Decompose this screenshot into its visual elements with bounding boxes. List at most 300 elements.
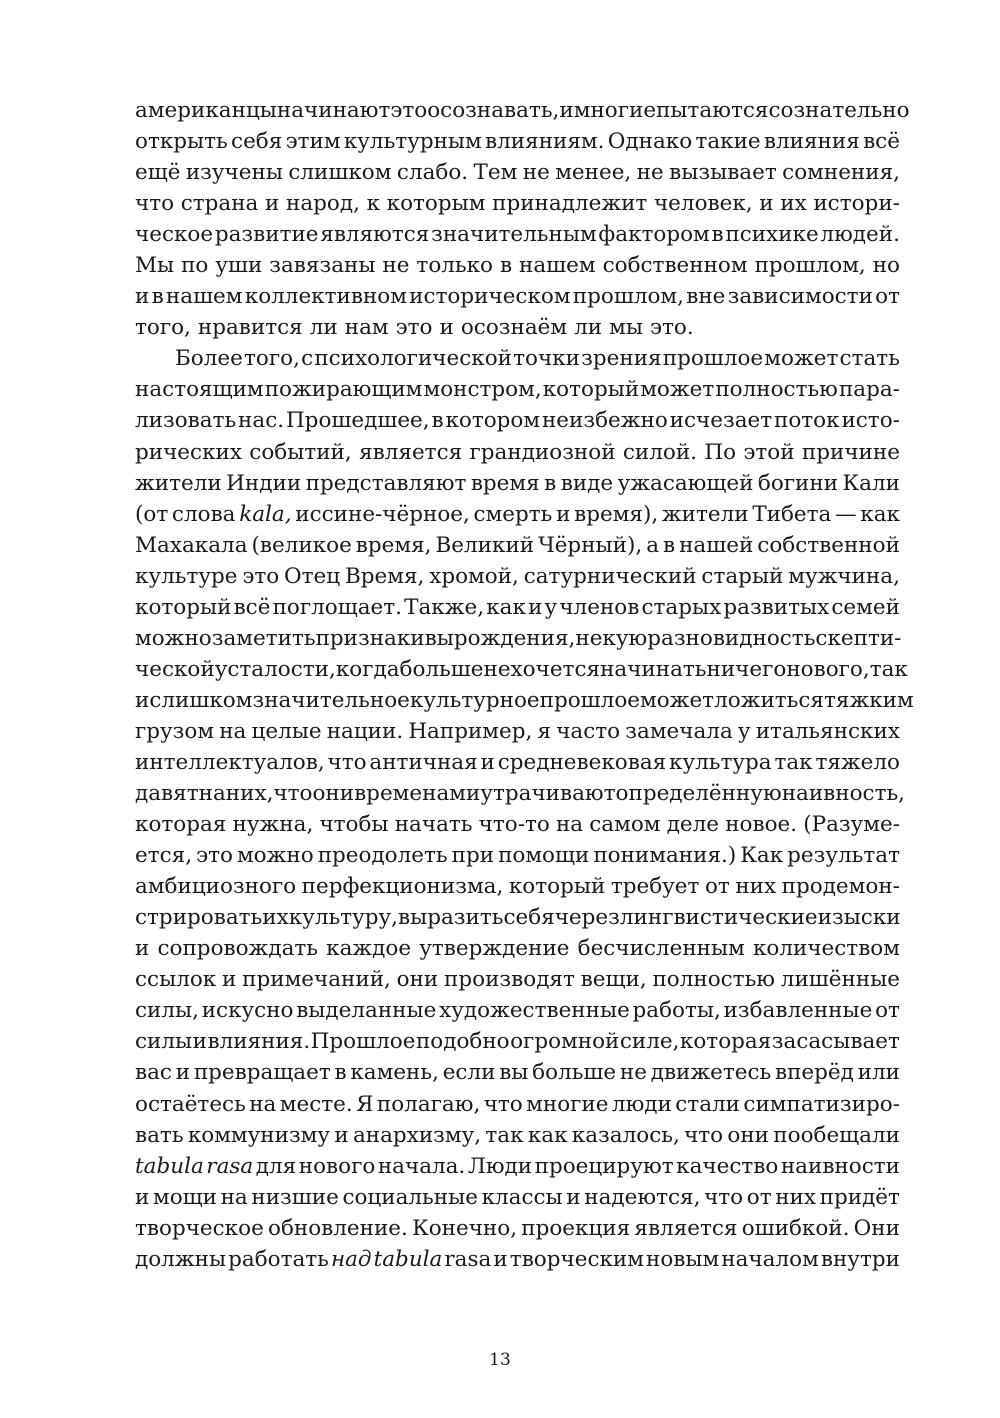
word: наивность, [781,781,906,807]
word: вне [686,284,726,310]
word: старых [641,594,722,620]
word: и [559,98,574,123]
word: через [554,905,620,931]
text-line [135,1089,900,1120]
word: силы [135,1029,193,1055]
word: того, [244,346,300,372]
text-line [135,716,900,747]
word: виде [560,470,614,496]
word: изыски [817,905,901,931]
word: итальянских [755,718,900,744]
word: изучены [185,160,283,186]
word: симпатизиро- [743,1091,900,1117]
word: на [198,781,226,807]
word: настоящим [135,377,264,403]
word: поток [774,408,840,434]
text-line [135,219,900,250]
word: низшие [251,1184,339,1210]
word: фактором [598,222,710,248]
word: лишённые [780,967,900,993]
word: членов [559,594,640,620]
word: выделанные [296,998,437,1024]
word: может [764,346,839,372]
text-line [135,530,900,561]
word: Они [853,1215,900,1241]
word: и [493,1246,508,1272]
word: пообещали [773,1122,900,1148]
word: прошлом, [572,284,684,310]
word: огромной [510,1029,620,1055]
word: начать [394,812,473,838]
word: завязаны [269,253,376,279]
word: полагаю, [376,1091,481,1117]
word: месте. [279,1091,353,1117]
word: социальные [342,1184,478,1210]
word: неизбежно [541,408,668,434]
word: принадлежит [492,191,648,217]
word: всё [233,594,271,620]
word: ется, [135,843,193,869]
word: нашем [165,284,243,310]
word: них [775,1184,817,1210]
text-line [135,840,900,871]
word: прошлое [662,346,764,372]
word: казалось, [571,1122,680,1148]
word: работы, [632,998,721,1024]
word: вперёд [775,1060,854,1086]
word: работать [228,1246,329,1272]
word: собственном [602,253,748,279]
word: интеллектуалов, [135,749,325,775]
word: классы [481,1184,563,1210]
word: проекция [521,1215,631,1241]
word: от [704,874,730,900]
word: или [857,1060,900,1086]
word: жители [661,501,749,527]
word: тяжело [815,749,900,775]
word: которая [679,1029,772,1055]
word: творческое [135,1215,264,1241]
word: в [544,470,557,496]
word: на [220,1184,248,1210]
word: тяжким [824,687,914,713]
word: не [619,1060,647,1086]
word: того, [135,315,191,341]
word: слишком [149,687,253,713]
word: если [442,1060,496,1086]
word: не [382,253,410,279]
word: так [485,1122,524,1148]
word: Более [175,346,243,372]
word: событий, [249,439,352,465]
word: начала. [377,1153,466,1179]
word: который [542,377,640,403]
word: как [527,1122,568,1148]
word: по [181,253,209,279]
word: не [522,160,550,186]
word: новое. [725,812,798,838]
word: вать [135,1122,184,1148]
text-line [135,1057,900,1088]
word: культуру, [288,905,398,931]
word: Время, [344,563,425,589]
word: и [556,501,571,527]
word: в [334,1060,347,1086]
word: осознавать, [427,98,560,123]
word: на [555,812,584,838]
word: Например, [408,718,533,744]
word: в [663,532,676,558]
word: определённую [615,781,782,807]
word: Прошедшее, [285,408,430,434]
word: не [636,160,664,186]
word: не [483,656,511,682]
word: что [327,749,367,775]
text-line [135,809,900,840]
word: преодолеть [317,843,448,869]
word: (великое [251,532,352,558]
word: в [711,222,724,248]
word: является [634,1215,738,1241]
word: может [640,377,715,403]
word: которым [386,191,486,217]
text-line [135,995,900,1026]
word: вас [135,1060,172,1086]
word: причине [801,439,900,465]
text-line [135,1182,900,1213]
text-line [135,188,900,219]
word: нового, [786,656,870,682]
word: как [486,594,526,620]
word: чтобы [319,812,389,838]
word: и [566,1184,581,1210]
word: Конечно, [412,1215,518,1241]
word: нас. [238,408,285,434]
word: у [544,594,558,620]
word: к [366,191,381,217]
word: помощи [498,843,590,869]
word: от [875,998,900,1024]
word: можно [236,843,314,869]
word: собственной [757,532,900,558]
word: результат [787,843,900,869]
text-line [135,1213,900,1244]
word: и [192,1029,207,1055]
word: придёт [819,1184,900,1210]
word: каждое [326,936,412,962]
word: развитие [214,222,319,248]
text-line [135,1120,900,1151]
text-line [135,437,900,468]
word: античная [369,749,478,775]
word: нравится [197,315,303,341]
word: разновидность [647,625,816,651]
text-line [135,1151,900,1182]
word: что [704,1184,744,1210]
word: это. [649,315,694,341]
word: они [727,1122,770,1148]
word: вызывает [669,160,777,186]
word: сомнения, [782,160,900,186]
word: американцы [135,98,277,123]
word: вы [499,1060,529,1086]
text-line [135,871,900,902]
word: прошлое [539,687,640,713]
word: и [135,687,150,713]
word: а [646,532,660,558]
word: силы, [135,998,199,1024]
word: Прошлое [310,1029,416,1055]
word: амбициозного [135,874,297,900]
word: замечала [625,718,733,744]
word: производят [444,967,575,993]
word: и [759,191,774,217]
word: в [431,408,444,434]
word: нашем [519,253,596,279]
word: стрировать [135,905,263,931]
word: и [135,1184,150,1210]
word: внутри [820,1246,900,1272]
text-line [135,778,906,809]
word: нужна, [232,812,314,838]
word: и [222,967,237,993]
word: rasa [444,1246,492,1272]
word: в [499,253,513,279]
text-line [135,343,900,374]
word: и [135,284,150,310]
word: Как [740,843,784,869]
word: давят [135,781,199,807]
word: — [835,501,857,527]
word: но [872,253,900,279]
word: должны [135,1246,227,1272]
word: время, [355,532,432,558]
word: Чёрный), [538,532,643,558]
word: влияния. [207,1029,311,1055]
word: искусно [201,998,294,1024]
text-line [135,902,900,933]
word: который [508,874,606,900]
word: качество [676,1153,779,1179]
word: (от [135,501,169,527]
word: и [528,594,543,620]
word: которая [135,812,227,838]
word: целые [251,718,322,744]
word: начинать [600,656,707,682]
word: kala, [239,501,292,527]
word: развитых [723,594,830,620]
word: и [175,1060,191,1086]
word: ли [574,315,603,341]
word: утрачивают [480,781,616,807]
word: народ, [286,191,360,217]
word: Отец [284,563,341,589]
word: ссылок [135,967,217,993]
word: выразить [397,905,504,931]
word: стать [839,346,900,372]
word: некую [575,625,648,651]
word: хочется [510,656,601,682]
word: продемон- [781,874,900,900]
word: вырождения, [424,625,576,651]
word: подобно [415,1029,510,1055]
word: семей [831,594,900,620]
word: заметить [211,625,316,651]
word: Великий [435,532,535,558]
word: влияниям. [485,129,605,155]
word: они [312,781,355,807]
word: люди [611,1091,672,1117]
word: иссине-чёрное, [295,501,470,527]
text-line [135,281,900,312]
word: культуре [135,563,238,589]
word: рических [135,439,242,465]
word: их [262,905,289,931]
word: временами [354,781,481,807]
word: они [396,967,439,993]
word: этой [743,439,795,465]
word: себя [231,129,283,155]
word: tabula [135,1153,204,1179]
text-line [135,933,900,964]
word: их [780,191,807,217]
word: для [255,1153,297,1179]
word: от [746,1184,772,1210]
word: зависимости [727,284,873,310]
word: остаётесь [135,1091,246,1117]
word: это [395,315,433,341]
word: многие [573,98,657,123]
word: ничего [706,656,787,682]
text-line [135,1244,900,1275]
word: менее, [555,160,632,186]
word: скепти- [815,625,902,651]
word: полностью [652,967,776,993]
word: являются [320,222,430,248]
word: страна [180,191,259,217]
word: жители [135,470,222,496]
word: от [875,284,900,310]
word: я [537,718,552,744]
text-line [135,126,900,157]
word: точки [513,346,580,372]
word: понимания.) [593,843,737,869]
body-text [135,95,914,1275]
word: Махакала [135,532,248,558]
text-line [135,561,900,592]
word: засасывает [771,1029,900,1055]
word: что-то [478,812,550,838]
word: уши [215,253,263,279]
word: и [480,749,495,775]
word: сопровождать [157,936,318,962]
word: обновление. [268,1215,408,1241]
word: как [860,501,900,527]
word: поглощает. [272,594,402,620]
word: исто- [841,408,900,434]
word: только [416,253,494,279]
word: пытаются [656,98,769,123]
word: грузом [135,718,215,744]
word: нашей [679,532,754,558]
word: что [135,191,175,217]
word: больше [532,1060,617,1086]
word: при [451,843,495,869]
word: и [439,315,454,341]
text-line [135,623,900,654]
word: сознательно [768,98,910,123]
word: что [684,1122,724,1148]
word: может [640,687,715,713]
word: в [151,284,164,310]
word: требует [610,874,700,900]
word: себя [503,905,555,931]
word: с [301,346,314,372]
word: Я [356,1091,374,1117]
word: бесчисленным [577,936,745,962]
text-line [135,250,900,281]
text-line [135,592,900,623]
text-line [135,654,908,685]
word: значительным [431,222,597,248]
word: котором [445,408,541,434]
text-line [135,747,900,778]
text-line [135,312,900,343]
word: это [390,98,428,123]
word: tabula [373,1246,443,1272]
word: исчезает [669,408,773,434]
word: который [135,594,232,620]
word: проецируют [534,1153,674,1179]
word: и [334,1122,349,1148]
word: коллективном [244,284,407,310]
word: средневековая [497,749,667,775]
word: примечаний, [242,967,391,993]
word: По [704,439,737,465]
word: время), [574,501,659,527]
word: и [265,191,280,217]
word: лизовать [135,408,237,434]
text-line [135,405,900,436]
word: культурное [409,687,540,713]
word: людей. [820,222,900,248]
word: слабо. [396,160,469,186]
word: нового [298,1153,376,1179]
word: мощи [152,1184,217,1210]
word: усталости, [214,656,336,682]
word: так [774,749,813,775]
word: ошибкой. [741,1215,850,1241]
word: это [196,843,233,869]
text-line [135,499,900,530]
word: зрения [581,346,662,372]
page-number: 13 [489,1350,511,1370]
word: движетесь [650,1060,772,1086]
word: ческой [135,656,215,682]
word: стали [675,1091,741,1117]
word: такие [695,129,761,155]
word: избавленные [723,998,873,1024]
word: всё [863,129,900,155]
word: прошлом, [754,253,866,279]
word: силой. [622,439,698,465]
word: истори- [813,191,900,217]
word: это [242,563,280,589]
text-line [135,468,900,499]
word: сатурнический [523,563,697,589]
word: ческое [135,222,214,248]
word: ли [309,315,338,341]
